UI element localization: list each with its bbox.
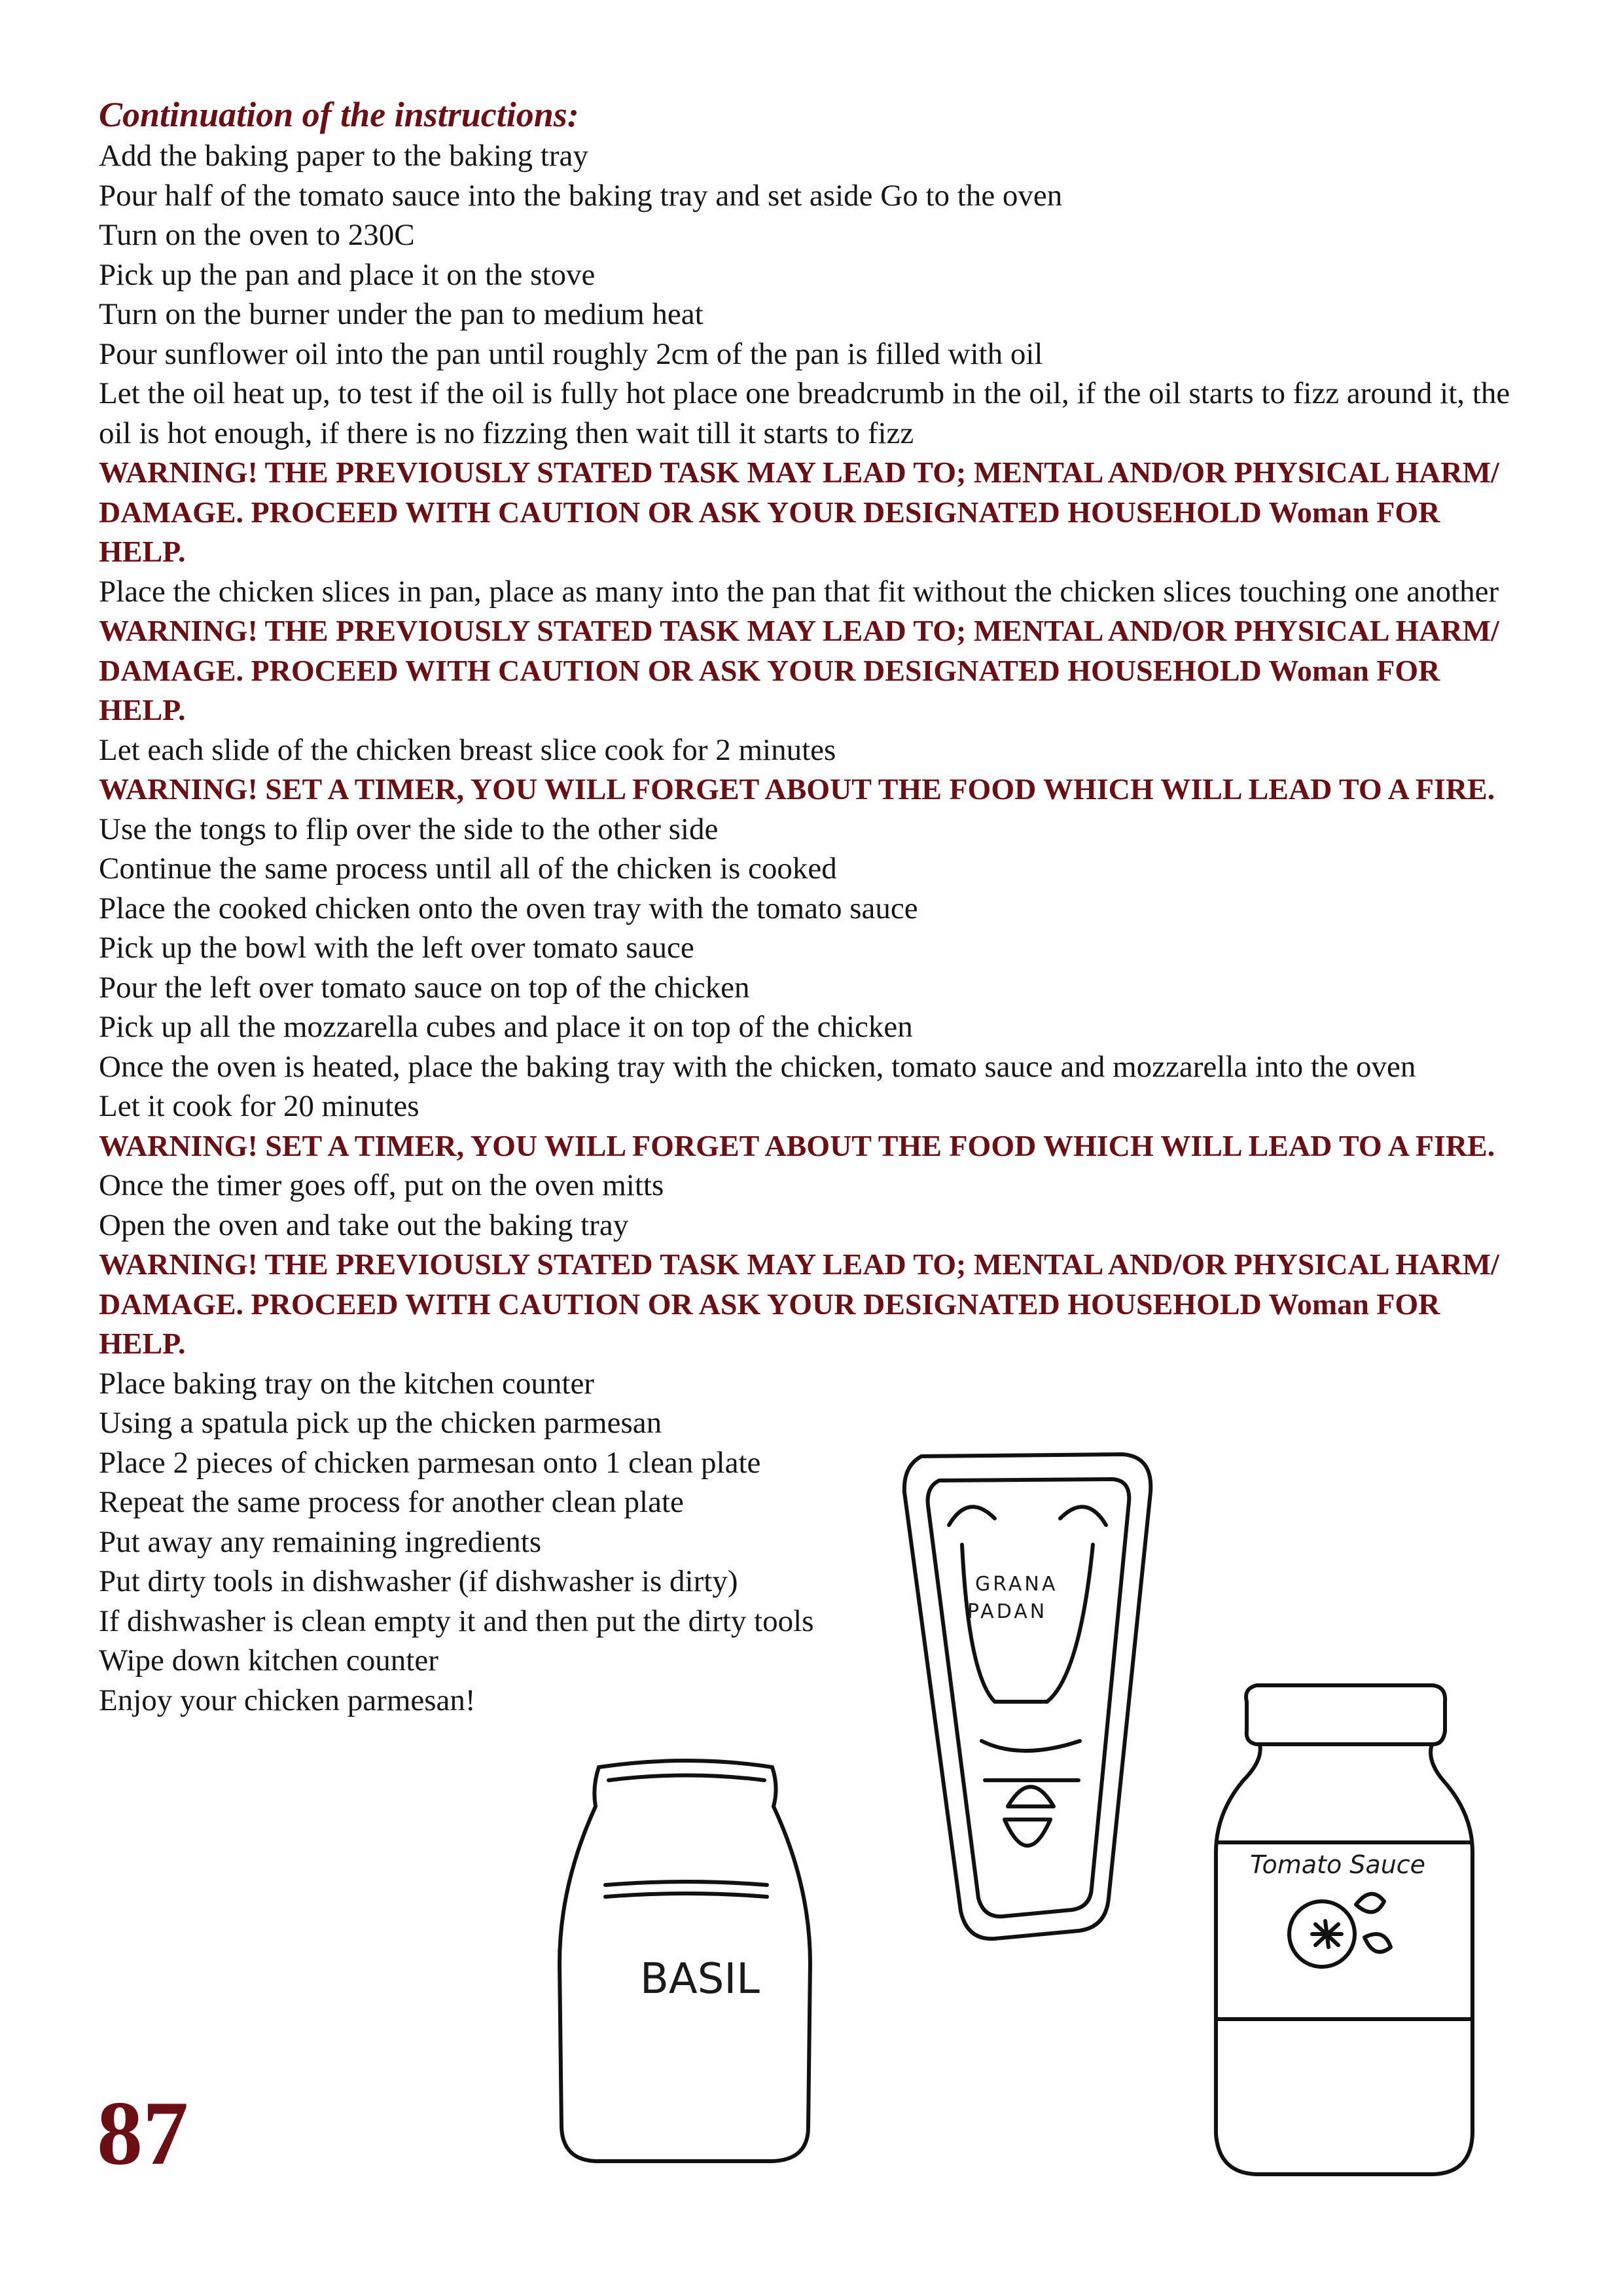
instruction-step: Pour sunflower oil into the pan until roughly 2cm of the pan is filled with oil: [99, 336, 1043, 371]
instruction-step: Once the oven is heated, place the baking tray with the chicken, tomato sauce and mozzarella into the oven: [99, 1049, 1416, 1084]
warning-line: WARNING! SET A TIMER, YOU WILL FORGET ABOUT THE FOOD WHICH WILL LEAD TO A FIRE.: [99, 772, 1495, 806]
instruction-step: Pick up the pan and place it on the stove: [99, 257, 596, 292]
page-number: 87: [97, 2083, 188, 2184]
instruction-step: Place the cooked chicken onto the oven tray with the tomato sauce: [99, 891, 918, 925]
instruction-step: Using a spatula pick up the chicken parmesan: [99, 1406, 662, 1440]
tomato-sauce-label: Tomato Sauce: [1250, 1850, 1426, 1879]
instruction-step: Pour the left over tomato sauce on top of the chicken: [99, 970, 750, 1005]
instruction-step: Pick up the bowl with the left over tomato sauce: [99, 931, 694, 965]
instruction-step: Put away any remaining ingredients: [99, 1524, 542, 1559]
warning-line: WARNING! THE PREVIOUSLY STATED TASK MAY LEAD TO; MENTAL AND/OR PHYSICAL HARM/ DAMAGE. PROCEED WITH CAUTION OR ASK YOUR DESIGNATED HOUSEHOLD Woman FOR HELP.: [99, 614, 1499, 726]
instruction-step: Continue the same process until all of the chicken is cooked: [99, 852, 837, 886]
instruction-step: Pick up all the mozzarella cubes and place it on top of the chicken: [99, 1010, 913, 1044]
basil-jar-label: BASIL: [640, 1955, 760, 2003]
instruction-step: Let the oil heat up, to test if the oil is fully hot place one breadcrumb in the oil, if the oil starts to fizz around it, the oil is hot enough, if there is no fizzing then wait till it starts to fizz: [99, 376, 1510, 450]
warning-line: WARNING! THE PREVIOUSLY STATED TASK MAY LEAD TO; MENTAL AND/OR PHYSICAL HARM/ DAMAGE. PROCEED WITH CAUTION OR ASK YOUR DESIGNATED HOUSEHOLD Woman FOR HELP.: [99, 456, 1499, 568]
basil-jar-illustration: [560, 1761, 810, 2161]
warning-line: WARNING! THE PREVIOUSLY STATED TASK MAY LEAD TO; MENTAL AND/OR PHYSICAL HARM/ DAMAGE. PROCEED WITH CAUTION OR ASK YOUR DESIGNATED HOUSEHOLD Woman FOR HELP.: [99, 1247, 1499, 1360]
instruction-step: Turn on the oven to 230C: [99, 218, 415, 252]
instruction-step: Open the oven and take out the baking tray: [99, 1208, 629, 1242]
instruction-step: Wipe down kitchen counter: [99, 1643, 438, 1677]
instruction-step: Use the tongs to flip over the side to the other side: [99, 812, 719, 846]
instruction-step: Once the timer goes off, put on the oven mitts: [99, 1168, 664, 1202]
instruction-step: If dishwasher is clean empty it and then put the dirty tools: [99, 1604, 814, 1638]
instruction-step: Add the baking paper to the baking tray: [99, 139, 588, 173]
grana-padano-illustration: [904, 1454, 1150, 1939]
tomato-sauce-jar-illustration: [1216, 1685, 1472, 2174]
instruction-step: Let each slide of the chicken breast slice cook for 2 minutes: [99, 732, 836, 767]
cheese-label-line2: PADAN: [967, 1600, 1048, 1623]
instruction-step: Let it cook for 20 minutes: [99, 1089, 419, 1123]
instruction-step: Repeat the same process for another clean plate: [99, 1485, 684, 1519]
section-heading: Continuation of the instructions:: [99, 95, 579, 134]
instruction-step: Put dirty tools in dishwasher (if dishwasher is dirty): [99, 1564, 738, 1598]
instruction-step: Turn on the burner under the pan to medium heat: [99, 297, 704, 331]
instruction-step: Place the chicken slices in pan, place as many into the pan that fit without the chicken slices touching one another: [99, 574, 1499, 609]
instruction-step: Pour half of the tomato sauce into the baking tray and set aside Go to the oven: [99, 178, 1063, 213]
instruction-step: Enjoy your chicken parmesan!: [99, 1683, 476, 1717]
instruction-step: Place 2 pieces of chicken parmesan onto 1 clean plate: [99, 1445, 761, 1480]
cheese-label-line1: GRANA: [975, 1573, 1058, 1596]
instruction-step: Place baking tray on the kitchen counter: [99, 1366, 594, 1401]
warning-line: WARNING! SET A TIMER, YOU WILL FORGET ABOUT THE FOOD WHICH WILL LEAD TO A FIRE.: [99, 1128, 1495, 1162]
